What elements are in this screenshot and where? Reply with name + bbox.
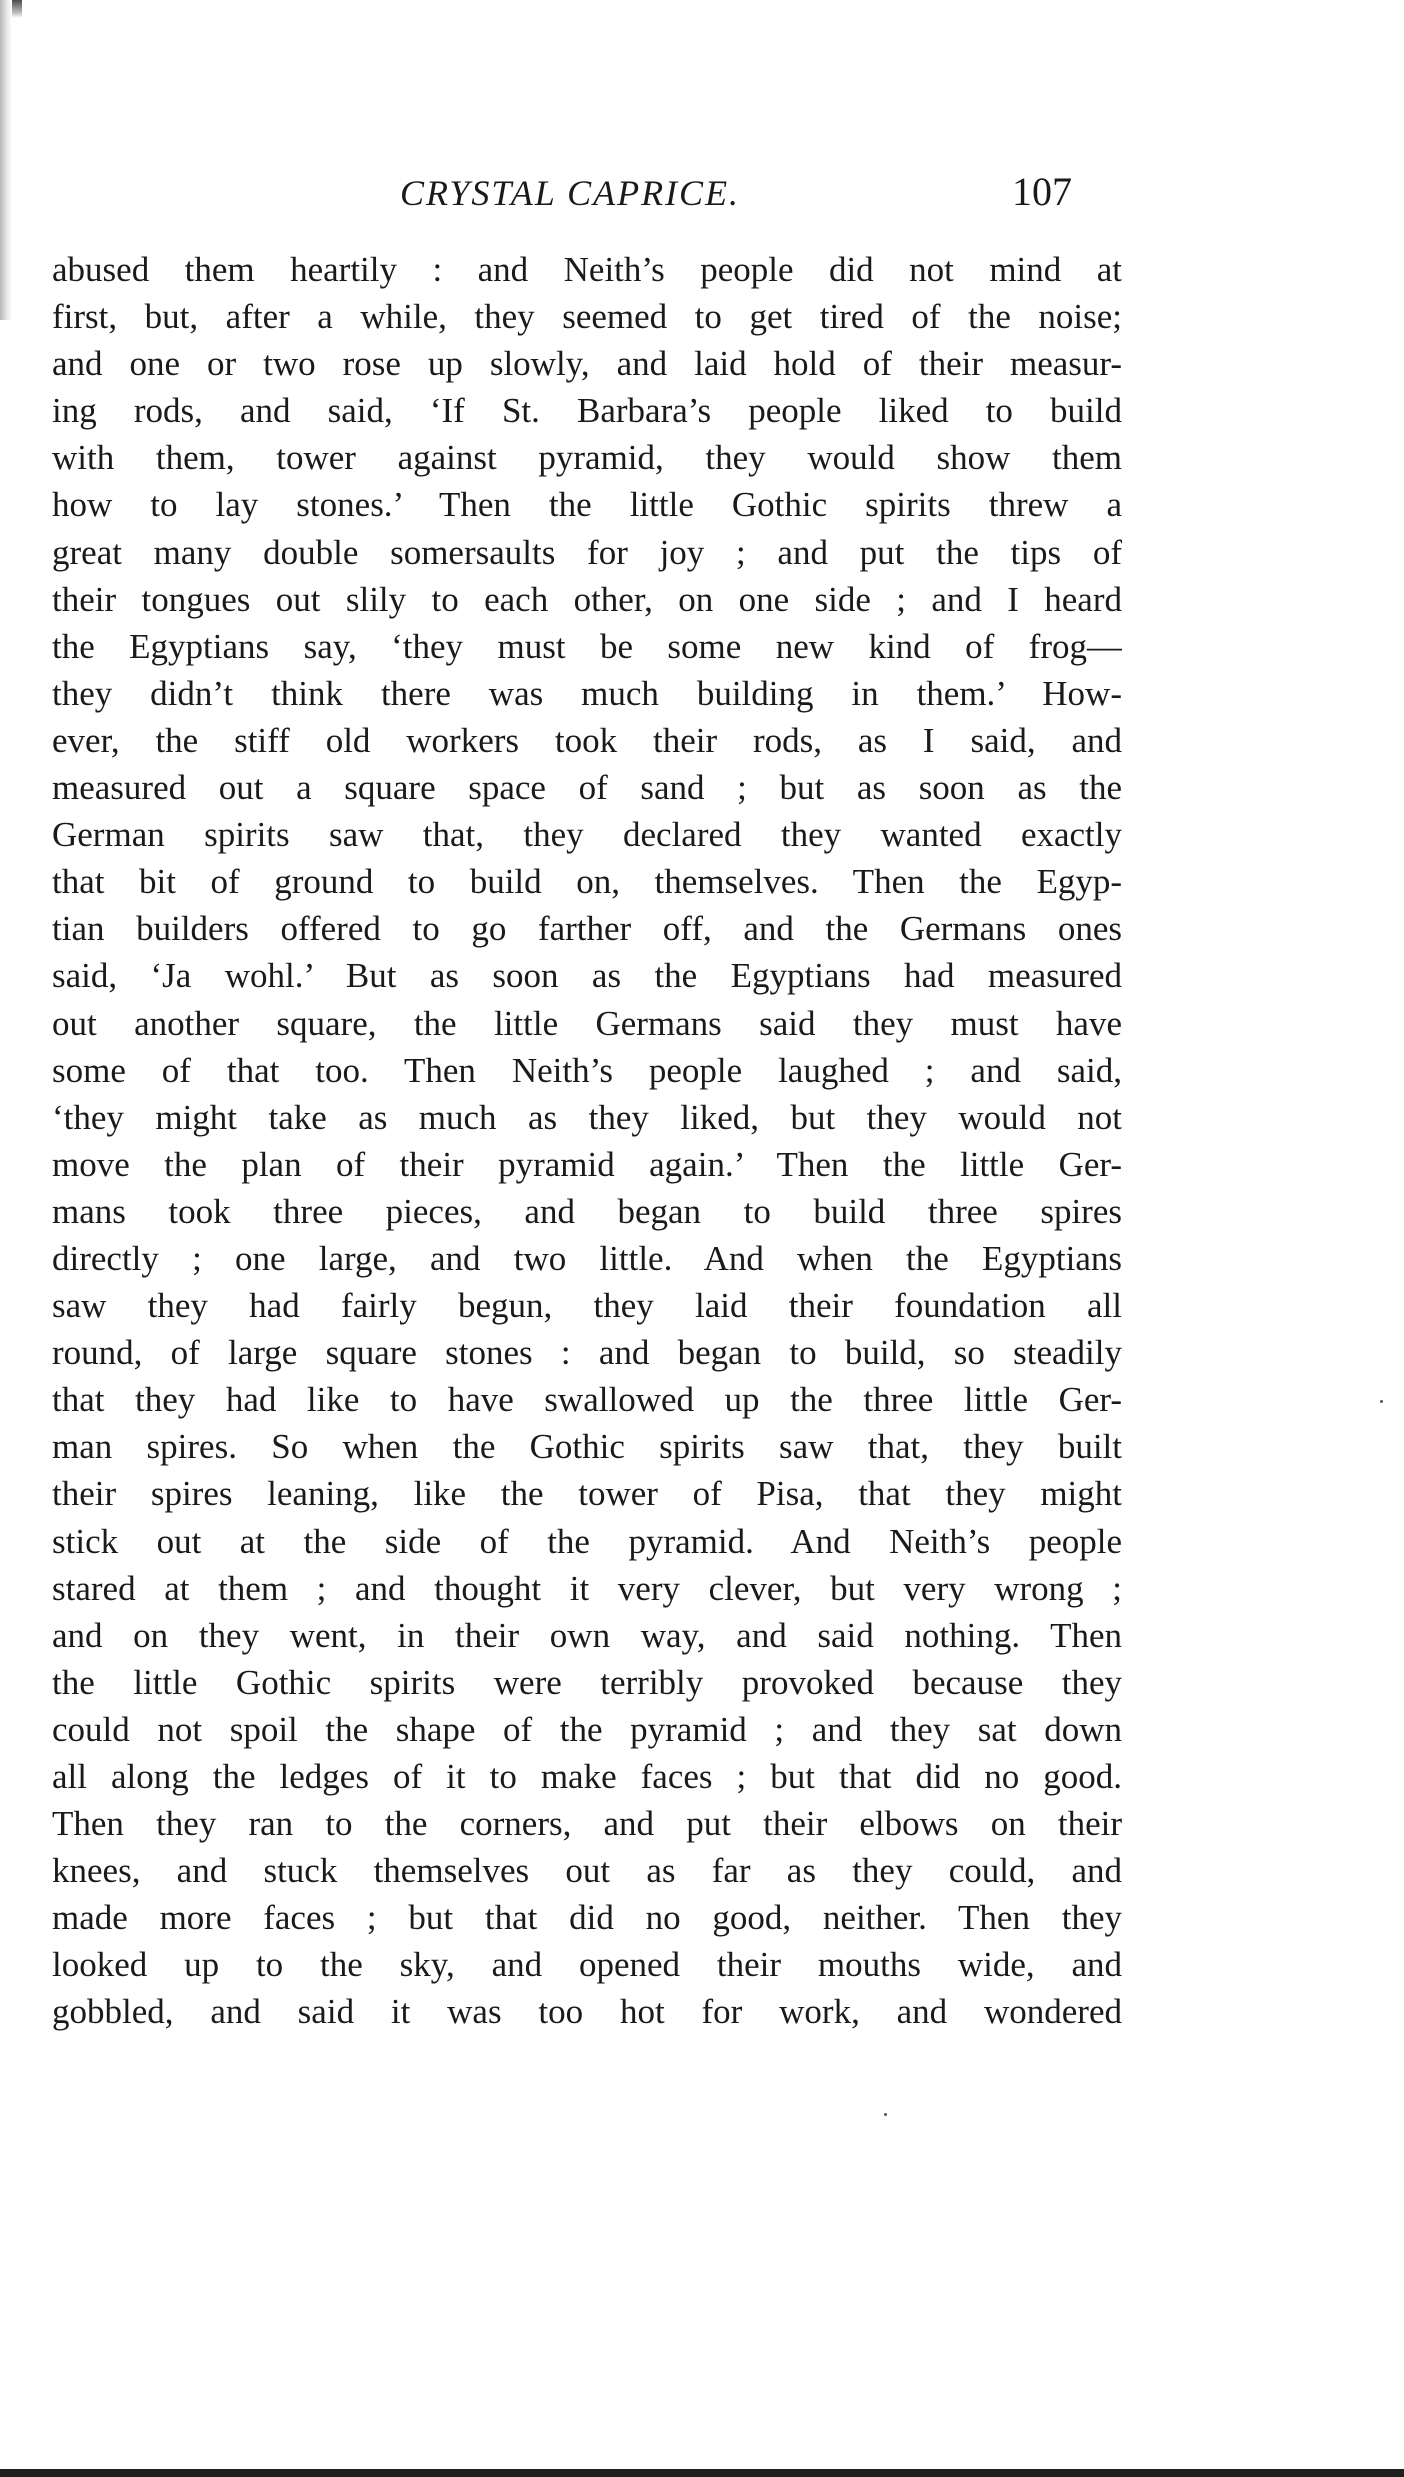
running-head bbox=[0, 168, 1404, 228]
text-line: German spirits saw that, they declared they wanted exactly bbox=[52, 815, 1122, 855]
text-line: made more faces ; but that did no good, neither. Then they bbox=[52, 1898, 1122, 1938]
text-line: gobbled, and said it was too hot for work, and wondered bbox=[52, 1992, 1122, 2032]
page-number: 107 bbox=[1012, 169, 1072, 214]
text-line: tian builders offered to go farther off, and the Germans ones bbox=[52, 909, 1122, 949]
text-line: knees, and stuck themselves out as far as they could, and bbox=[52, 1851, 1122, 1891]
scan-speck bbox=[1380, 1400, 1383, 1403]
text-line: their spires leaning, like the tower of Pisa, that they might bbox=[52, 1474, 1122, 1514]
text-line: measured out a square space of sand ; but as soon as the bbox=[52, 768, 1122, 808]
page-bottom-edge bbox=[0, 2469, 1404, 2477]
text-line: they didn’t think there was much building in them.’ How- bbox=[52, 673, 1122, 713]
text-line: the Egyptians say, ‘they must be some new kind of frog— bbox=[52, 626, 1122, 666]
body-text bbox=[52, 246, 1122, 2036]
text-line: first, but, after a while, they seemed to get tired of the noise; bbox=[52, 297, 1122, 337]
text-line: said, ‘Ja wohl.’ But as soon as the Egyptians had measured bbox=[52, 956, 1122, 996]
text-line: mans took three pieces, and began to build three spires bbox=[52, 1191, 1122, 1231]
text-line: all along the ledges of it to make faces ; but that did no good. bbox=[52, 1757, 1122, 1796]
text-line: ‘they might take as much as they liked, but they would not bbox=[52, 1097, 1122, 1137]
text-line: how to lay stones.’ Then the little Gothic spirits threw a bbox=[52, 485, 1122, 525]
text-line: and one or two rose up slowly, and laid hold of their measur- bbox=[52, 344, 1122, 384]
text-line: move the plan of their pyramid again.’ Then the little Ger- bbox=[52, 1144, 1122, 1184]
text-line: directly ; one large, and two little. And when the Egyptians bbox=[52, 1238, 1122, 1278]
running-title: CRYSTAL CAPRICE. bbox=[400, 173, 741, 213]
text-line: Then they ran to the corners, and put their elbows on their bbox=[52, 1804, 1122, 1844]
text-line: stick out at the side of the pyramid. And Neith’s people bbox=[52, 1521, 1122, 1561]
text-line: ing rods, and said, ‘If St. Barbara’s people liked to build bbox=[52, 391, 1122, 431]
text-line: that bit of ground to build on, themselves. Then the Egyp- bbox=[52, 862, 1122, 902]
text-line: and on they went, in their own way, and said nothing. Then bbox=[52, 1615, 1122, 1655]
text-line: looked up to the sky, and opened their mouths wide, and bbox=[52, 1945, 1122, 1985]
text-line: man spires. So when the Gothic spirits saw that, they built bbox=[52, 1427, 1122, 1467]
text-line: round, of large square stones : and began to build, so steadily bbox=[52, 1333, 1122, 1373]
text-line: that they had like to have swallowed up the three little Ger- bbox=[52, 1380, 1122, 1420]
text-line: the little Gothic spirits were terribly provoked because they bbox=[52, 1662, 1122, 1702]
text-line: with them, tower against pyramid, they would show them bbox=[52, 438, 1122, 478]
text-line: some of that too. Then Neith’s people laughed ; and said, bbox=[52, 1050, 1122, 1090]
scan-speck bbox=[884, 2113, 887, 2116]
text-line: out another square, the little Germans said they must have bbox=[52, 1003, 1122, 1043]
text-line: great many double somersaults for joy ; and put the tips of bbox=[52, 532, 1122, 572]
text-line: saw they had fairly begun, they laid their foundation all bbox=[52, 1286, 1122, 1326]
text-line: their tongues out slily to each other, on one side ; and I heard bbox=[52, 579, 1122, 619]
text-line: abused them heartily : and Neith’s people did not mind at bbox=[52, 250, 1122, 289]
text-line: could not spoil the shape of the pyramid ; and they sat down bbox=[52, 1709, 1122, 1749]
page-binding-edge bbox=[0, 0, 12, 320]
text-line: ever, the stiff old workers took their rods, as I said, and bbox=[52, 720, 1122, 760]
text-line: stared at them ; and thought it very clever, but very wrong ; bbox=[52, 1568, 1122, 1608]
